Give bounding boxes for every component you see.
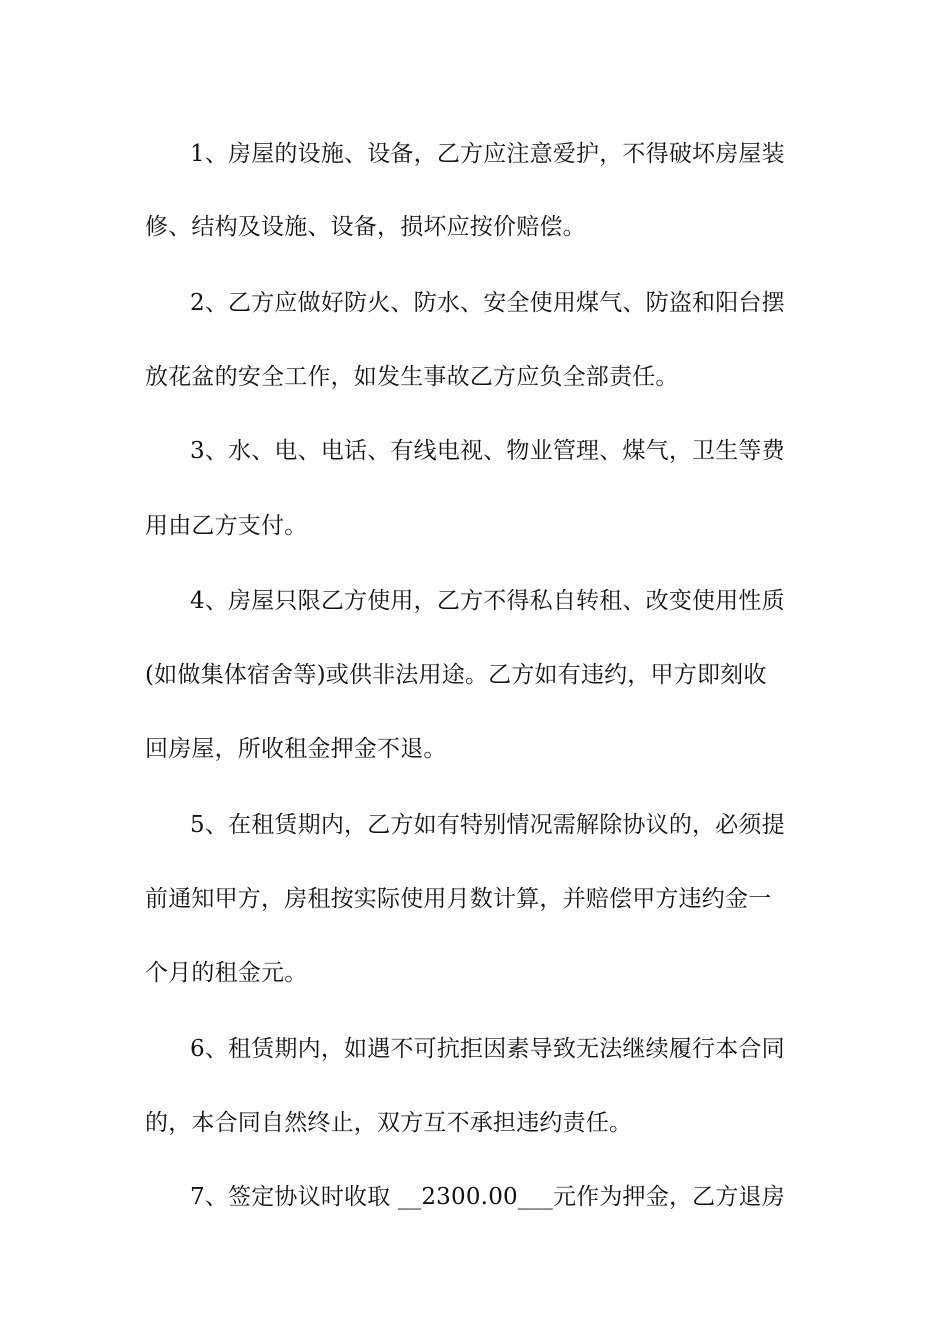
clause-5-line-3: 个月的租金元。	[145, 960, 308, 986]
clause-3-line-1: 3、水、电、电话、有线电视、物业管理、煤气，卫生等费	[190, 438, 785, 464]
clause-6-line-1: 6、租赁期内，如遇不可抗拒因素导致无法继续履行本合同	[190, 1036, 785, 1062]
clause-2-line-1: 2、乙方应做好防火、防水、安全使用煤气、防盗和阳台摆	[190, 290, 785, 316]
clause-4-line-2: (如做集体宿舍等)或供非法用途。乙方如有违约，甲方即刻收	[145, 662, 767, 688]
clause-7-line-1: 7、签定协议时收取 __2300.00___元作为押金，乙方退房	[190, 1184, 785, 1210]
clause-5-line-1: 5、在租赁期内，乙方如有特别情况需解除协议的，必须提	[190, 812, 785, 838]
clause-3-line-2: 用由乙方支付。	[145, 513, 308, 539]
clause-5-line-2: 前通知甲方，房租按实际使用月数计算，并赔偿甲方违约金一	[145, 886, 772, 912]
clause-4-line-1: 4、房屋只限乙方使用，乙方不得私自转租、改变使用性质	[190, 588, 785, 614]
clause-1-line-1: 1、房屋的设施、设备，乙方应注意爱护，不得破坏房屋装	[190, 141, 785, 167]
clause-1-line-2: 修、结构及设施、设备，损坏应按价赔偿。	[145, 214, 586, 240]
clause-2-line-2: 放花盆的安全工作，如发生事故乙方应负全部责任。	[145, 364, 679, 390]
clause-4-line-3: 回房屋，所收租金押金不退。	[145, 736, 447, 762]
clause-6-line-2: 的，本合同自然终止，双方互不承担违约责任。	[145, 1110, 633, 1136]
